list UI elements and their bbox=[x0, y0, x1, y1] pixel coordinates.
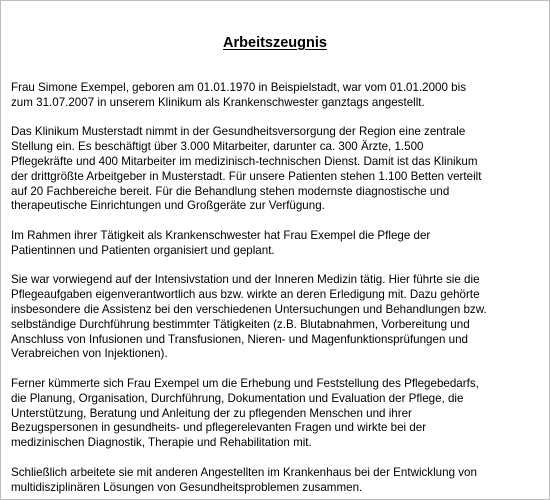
paragraph-line: auf 20 Fachbereiche bereit. Für die Behandlung stehen modernste diagnostische und bbox=[11, 184, 450, 198]
document-title-text: Arbeitszeugnis bbox=[223, 35, 327, 51]
paragraph-line: Pflegeaufgaben eigenverantwortlich aus bzw. wirkte an deren Erledigung mit. Dazu gehörte bbox=[11, 288, 480, 302]
paragraph-line: insbesondere die Assistenz bei den verschiedenen Untersuchungen und Behandlungen bzw. bbox=[11, 302, 487, 316]
paragraph-line: Stellung ein. Es beschäftigt über 3.000 Mitarbeiter, darunter ca. 300 Ärzte, 1.500 bbox=[11, 140, 424, 154]
paragraph-line: Patientinnen und Patienten organisiert und geplant. bbox=[11, 243, 275, 257]
paragraph-line: Im Rahmen ihrer Tätigkeit als Krankenschwester hat Frau Exempel die Pflege der bbox=[11, 228, 431, 242]
paragraph-line: Bezugspersonen in gesundheits- und pflegerelevanten Fragen und wirkte bei der bbox=[11, 421, 427, 435]
document-title bbox=[1, 34, 549, 52]
paragraph-1 bbox=[11, 81, 543, 111]
paragraph-4 bbox=[11, 273, 543, 362]
paragraph-line: multidisziplinären Lösungen von Gesundheitsproblemen zusammen. bbox=[11, 480, 363, 494]
paragraph-line: die Planung, Organisation, Durchführung, Dokumentation und Evaluation der Pflege, die bbox=[11, 391, 464, 405]
paragraph-2 bbox=[11, 125, 543, 214]
paragraph-line: zum 31.07.2007 in unserem Klinikum als Krankenschwester ganztags angestellt. bbox=[11, 95, 425, 109]
paragraph-line: Pflegekräfte und 400 Mitarbeiter im medizinisch-technischen Dienst. Damit ist das Klinikum bbox=[11, 154, 478, 168]
paragraph-line: Anschluss von Infusionen und Transfusionen, Nieren- und Magenfunktionsprüfungen und bbox=[11, 332, 468, 346]
paragraph-line: Verabreichen von Injektionen). bbox=[11, 347, 168, 361]
document-body bbox=[11, 81, 543, 500]
paragraph-line: therapeutische Einrichtungen und Großgeräte zur Verfügung. bbox=[11, 199, 325, 213]
paragraph-line: Unterstützung, Beratung und Anleitung der zu pflegenden Menschen und ihrer bbox=[11, 406, 412, 420]
paragraph-line: Schließlich arbeitete sie mit anderen Angestellten im Krankenhaus bei der Entwicklung von bbox=[11, 465, 477, 479]
paragraph-line: selbständige Durchführung bestimmter Tätigkeiten (z.B. Blutabnahmen, Vorbereitung und bbox=[11, 317, 470, 331]
paragraph-line: medizinischen Diagnostik, Therapie und Rehabilitation mit. bbox=[11, 436, 312, 450]
paragraph-line: der drittgrößte Arbeitgeber in Musterstadt. Für unsere Patienten stehen 1.100 Betten verteilt bbox=[11, 169, 482, 183]
paragraph-line: Frau Simone Exempel, geboren am 01.01.1970 in Beispielstadt, war vom 01.01.2000 bis bbox=[11, 81, 466, 94]
paragraph-3 bbox=[11, 229, 543, 259]
paragraph-line: Ferner kümmerte sich Frau Exempel um die Erhebung und Feststellung des Pflegebedarfs, bbox=[11, 376, 479, 390]
paragraph-line: Das Klinikum Musterstadt nimmt in der Gesundheitsversorgung der Region eine zentrale bbox=[11, 125, 466, 139]
paragraph-6 bbox=[11, 466, 543, 496]
paragraph-5 bbox=[11, 377, 543, 451]
paragraph-line: Sie war vorwiegend auf der Intensivstation und der Inneren Medizin tätig. Hier führte sie die bbox=[11, 273, 480, 287]
